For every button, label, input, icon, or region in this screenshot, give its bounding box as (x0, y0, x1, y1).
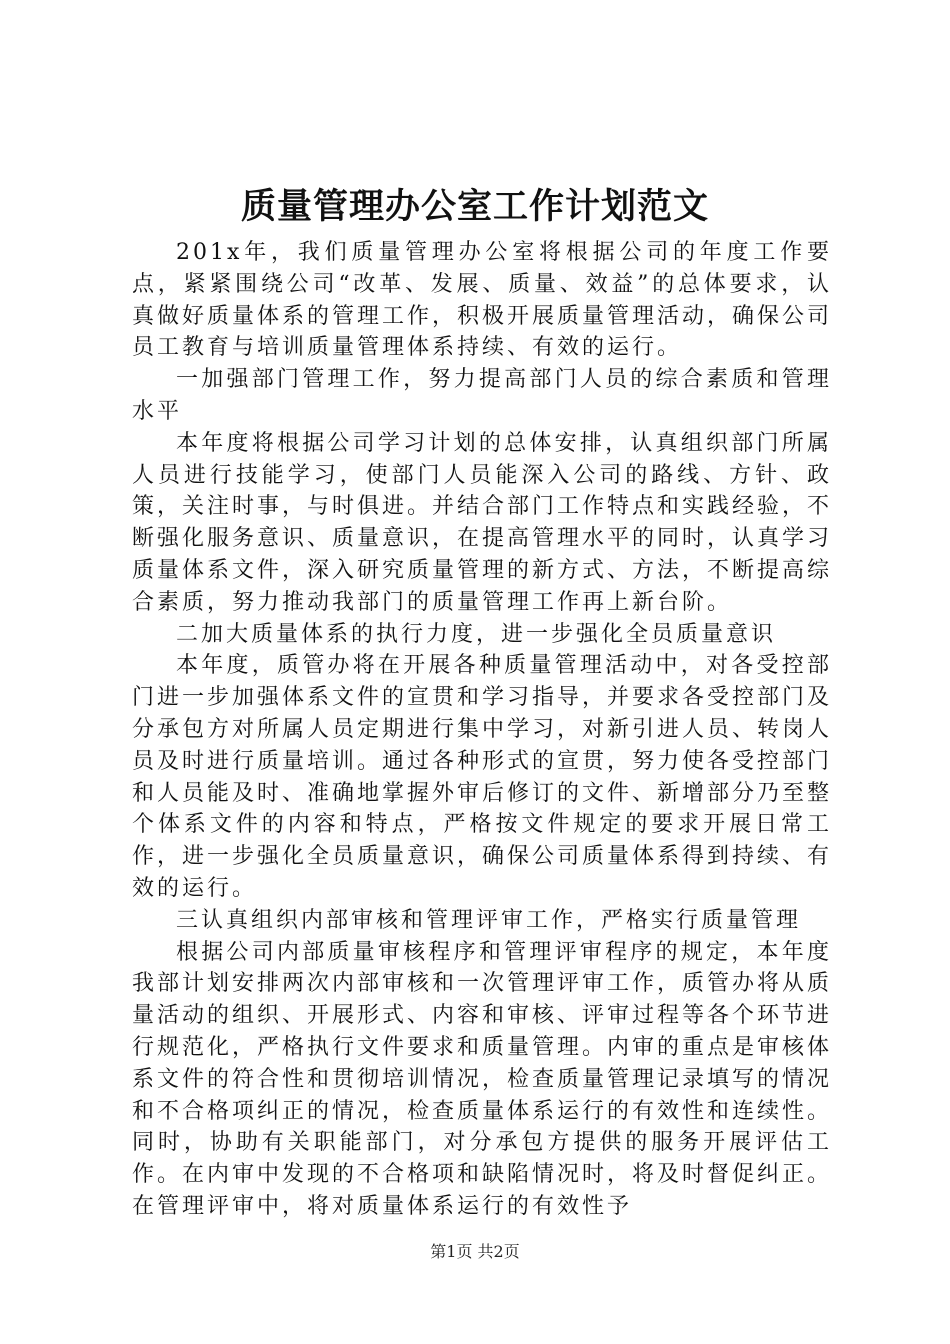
document-title: 质量管理办公室工作计划范文 (240, 187, 709, 227)
section-heading-1: 一加强部门管理工作，努力提高部门人员的综合素质和管理水平 (132, 367, 832, 424)
section-heading-2: 二加大质量体系的执行力度，进一步强化全员质量意识 (176, 621, 777, 647)
paragraph-section-1: 本年度将根据公司学习计划的总体安排，认真组织部门所属人员进行技能学习，使部门人员能深入公司的路线、方针、政策，关注时事，与时俱进。并结合部门工作特点和实践经验，不断强化服务意识、质量意识，在提高管理水平的同时，认真学习质量体系文件，深入研究质量管理的新方式、方法，不断提高综合素质，努力推动我部门的质量管理工作再上新台阶。 (132, 430, 833, 615)
paragraph-section-2: 本年度，质管办将在开展各种质量管理活动中，对各受控部门进一步加强体系文件的宣贯和学习指导，并要求各受控部门及分承包方对所属人员定期进行集中学习，对新引进人员、转岗人员及时进行质量培训。通过各种形式的宣贯，努力使各受控部门和人员能及时、准确地掌握外审后修订的文件、新增部分乃至整个体系文件的内容和特点，严格按文件规定的要求开展日常工作，进一步强化全员质量意识，确保公司质量体系得到持续、有效的运行。 (132, 653, 833, 901)
paragraph-intro: 201x年，我们质量管理办公室将根据公司的年度工作要点，紧紧围绕公司“改革、发展、质量、效益”的总体要求，认真做好质量体系的管理工作，积极开展质量管理活动，确保公司员工教育与培训质量管理体系持续、有效的运行。 (132, 240, 833, 361)
section-heading-3: 三认真组织内部审核和管理评审工作，严格实行质量管理 (176, 907, 802, 933)
page-number-footer: 第1页 共2页 (430, 1242, 520, 1261)
document-body (132, 237, 832, 1223)
paragraph-section-3: 根据公司内部质量审核程序和管理评审程序的规定，本年度我部计划安排两次内部审核和一次管理评审工作，质管办将从质量活动的组织、开展形式、内容和审核、评审过程等各个环节进行规范化，严格执行文件要求和质量管理。内审的重点是审核体系文件的符合性和贯彻培训情况，检查质量管理记录填写的情况和不合格项纠正的情况，检查质量体系运行的有效性和连续性。同时，协助有关职能部门，对分承包方提供的服务开展评估工作。在内审中发现的不合格项和缺陷情况时，将及时督促纠正。在管理评审中，将对质量体系运行的有效性予 (132, 939, 833, 1219)
